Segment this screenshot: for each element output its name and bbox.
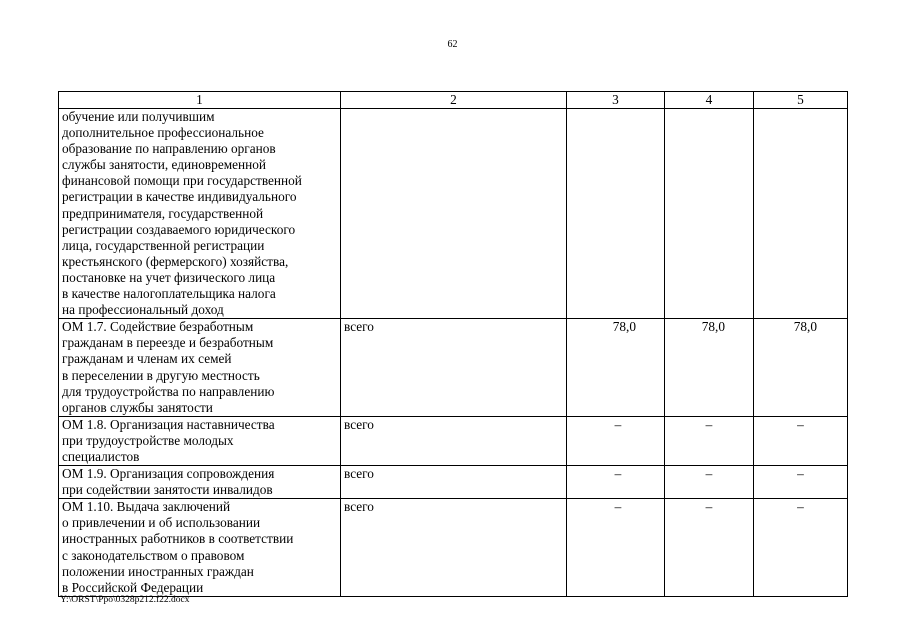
- description-line: специалистов: [62, 448, 140, 464]
- funding-source-cell: всего: [341, 416, 567, 465]
- description-line: финансовой помощи при государственной: [62, 173, 302, 189]
- funding-source-cell: всего: [341, 319, 567, 417]
- column-header-5: 5: [754, 92, 848, 109]
- value-cell-col3: 78,0: [567, 319, 665, 417]
- document-file-path: Y:\ORST\Ppo\0328p212.f22.docx: [60, 595, 190, 605]
- description-line: положении иностранных граждан: [62, 563, 254, 579]
- description-line: органов службы занятости: [62, 399, 213, 415]
- description-line: гражданам в переезде и безработным: [62, 335, 274, 351]
- budget-table: [58, 91, 848, 597]
- value-cell-col4: 78,0: [665, 319, 754, 417]
- description-line: ОМ 1.9. Организация сопровождения: [62, 466, 275, 482]
- measure-description: [59, 416, 341, 465]
- value-cell-col5: 78,0: [754, 319, 848, 417]
- description-line: обучение или получившим: [62, 109, 215, 124]
- page-number: 62: [447, 39, 458, 50]
- funding-source-cell: [341, 109, 567, 319]
- description-line: ОМ 1.7. Содействие безработным: [62, 319, 254, 335]
- value-cell-col5: [754, 109, 848, 319]
- value-cell-col4: –: [665, 466, 754, 499]
- funding-source-cell: всего: [341, 466, 567, 499]
- description-line: предпринимателя, государственной: [62, 205, 264, 221]
- table-row: [59, 499, 848, 597]
- description-line: ОМ 1.8. Организация наставничества: [62, 416, 275, 432]
- description-line: образование по направлению органов: [62, 141, 276, 157]
- description-line: лица, государственной регистрации: [62, 237, 265, 253]
- description-line: службы занятости, единовременной: [62, 157, 267, 173]
- measure-description: [59, 466, 341, 499]
- value-cell-col4: [665, 109, 754, 319]
- description-line: в качестве налогоплательщика налога: [62, 286, 276, 302]
- description-line: регистрации в качестве индивидуального: [62, 189, 297, 205]
- description-line: иностранных работников в соответствии: [62, 531, 294, 547]
- table-row: [59, 109, 848, 319]
- description-line: в переселении в другую местность: [62, 367, 260, 383]
- value-cell-col3: –: [567, 416, 665, 465]
- table-row: [59, 466, 848, 499]
- measure-description: [59, 499, 341, 597]
- column-header-3: 3: [567, 92, 665, 109]
- value-cell-col3: –: [567, 466, 665, 499]
- description-line: гражданам и членам их семей: [62, 351, 232, 367]
- value-cell-col3: [567, 109, 665, 319]
- table-row: [59, 319, 848, 417]
- description-line: ОМ 1.10. Выдача заключений: [62, 499, 231, 515]
- description-line: о привлечении и об использовании: [62, 515, 261, 531]
- measure-description: [59, 319, 341, 417]
- description-line: постановке на учет физического лица: [62, 269, 276, 285]
- table-row: [59, 416, 848, 465]
- description-line: при трудоустройстве молодых: [62, 432, 234, 448]
- description-line: крестьянского (фермерского) хозяйства,: [62, 253, 289, 269]
- column-header-1: 1: [59, 92, 341, 109]
- description-line: регистрации создаваемого юридического: [62, 221, 296, 237]
- value-cell-col3: –: [567, 499, 665, 597]
- description-line: для трудоустройства по направлению: [62, 383, 275, 399]
- value-cell-col5: –: [754, 416, 848, 465]
- funding-source-cell: всего: [341, 499, 567, 597]
- description-line: в Российской Федерации: [62, 579, 204, 595]
- description-line: дополнительное профессиональное: [62, 125, 264, 141]
- column-header-2: 2: [341, 92, 567, 109]
- value-cell-col5: –: [754, 499, 848, 597]
- value-cell-col4: –: [665, 416, 754, 465]
- value-cell-col5: –: [754, 466, 848, 499]
- table-header-row: [59, 92, 848, 109]
- description-line: на профессиональный доход: [62, 302, 224, 318]
- description-line: с законодательством о правовом: [62, 547, 245, 563]
- column-header-4: 4: [665, 92, 754, 109]
- measure-description: [59, 109, 341, 319]
- description-line: при содействии занятости инвалидов: [62, 482, 273, 498]
- value-cell-col4: –: [665, 499, 754, 597]
